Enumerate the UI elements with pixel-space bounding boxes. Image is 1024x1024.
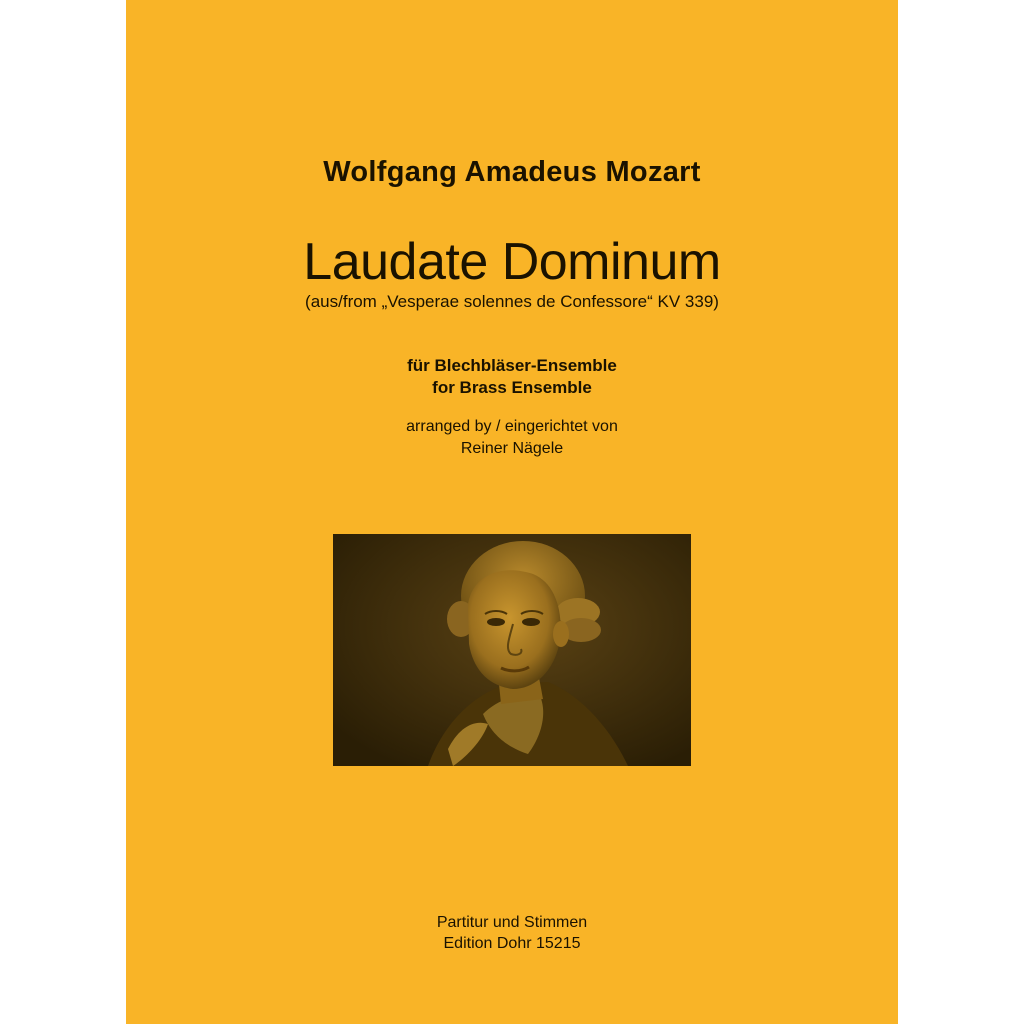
composer-name: Wolfgang Amadeus Mozart (323, 156, 701, 188)
portrait-illustration (333, 534, 691, 766)
contents-note: Partitur und Stimmen (436, 914, 588, 931)
work-source: (aus/from „Vesperae solennes de Confessore“ KV 339) (305, 292, 719, 311)
arranger-name: Reiner Nägele (460, 440, 564, 457)
instrumentation-german: für Blechbläser-Ensemble (407, 356, 617, 375)
instrumentation-english: for Brass Ensemble (432, 378, 592, 397)
work-title: Laudate Dominum (303, 233, 721, 291)
book-cover (126, 0, 898, 1024)
arranged-by-label: arranged by / eingerichtet von (406, 418, 618, 435)
composer-portrait (333, 534, 691, 766)
edition-number: Edition Dohr 15215 (443, 935, 581, 952)
